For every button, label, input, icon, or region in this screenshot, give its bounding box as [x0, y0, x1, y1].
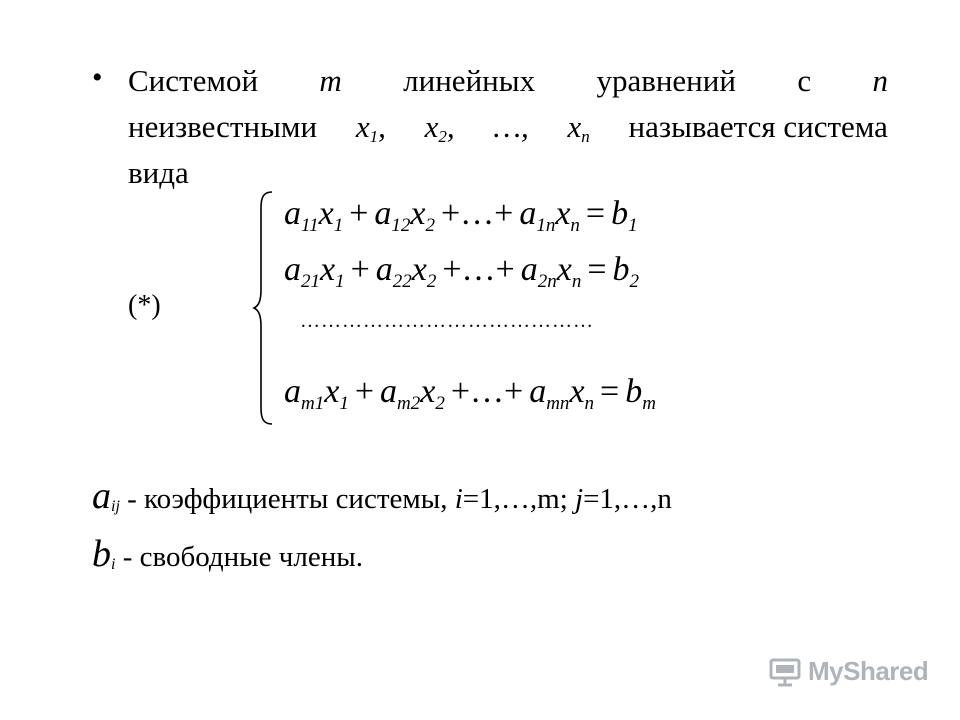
paragraph-line-2 — [128, 104, 888, 150]
var-xn: $x_n$ — [567, 109, 590, 146]
symbol-a: a — [92, 475, 111, 517]
word: Системой — [128, 63, 259, 98]
range-j: =1,…,n — [583, 483, 672, 515]
var-n: n — [872, 63, 888, 98]
definition-text: - коэффициенты системы, — [119, 483, 455, 515]
free-terms-definition — [92, 532, 363, 587]
system-label: (*) — [128, 290, 161, 321]
word: неизвестными — [128, 109, 318, 144]
range-i: =1,…,m; — [462, 483, 576, 515]
paragraph-line-3: вида — [128, 155, 189, 190]
var-x1: $x_1$, — [355, 109, 386, 146]
mysshared-watermark — [768, 656, 928, 687]
var-j: j — [575, 483, 584, 515]
var-x2: $x_2$, — [424, 109, 455, 146]
left-brace-icon — [252, 190, 276, 426]
presentation-board-icon — [768, 657, 802, 687]
equation-row-1: $a_{11}x_1 + a_{12}x_2$ +…+ $a_{1n}x_n = b_1$ — [284, 195, 638, 236]
ellipsis-row: …………………………………… — [300, 310, 594, 332]
equation-row-m: $a_{m1}x_1 + a_{m2}x_2$ +…+ $a_{mn}x_n = b_m$ — [284, 373, 656, 414]
word: линейных — [403, 63, 536, 98]
definition-text: - свободные члены. — [115, 541, 363, 573]
var-m: m — [319, 63, 342, 98]
word: называется система — [628, 109, 888, 144]
definition-paragraph — [128, 58, 888, 196]
watermark-text: MyShared — [808, 656, 929, 686]
equation-row-2: $a_{21}x_1 + a_{22}x_2$ +…+ $a_{2n}x_n = b_2$ — [284, 251, 640, 292]
symbol-b: b — [92, 533, 111, 575]
var-i: i — [454, 483, 463, 515]
bullet-marker: • — [92, 61, 103, 94]
word: с — [797, 63, 812, 98]
subscript-ij: ij — [111, 498, 120, 515]
paragraph-line-1 — [128, 58, 888, 104]
word: уравнений — [596, 63, 736, 98]
coefficients-definition — [92, 474, 672, 529]
subscript-i: i — [111, 556, 116, 573]
ellipsis: …, — [493, 109, 529, 144]
